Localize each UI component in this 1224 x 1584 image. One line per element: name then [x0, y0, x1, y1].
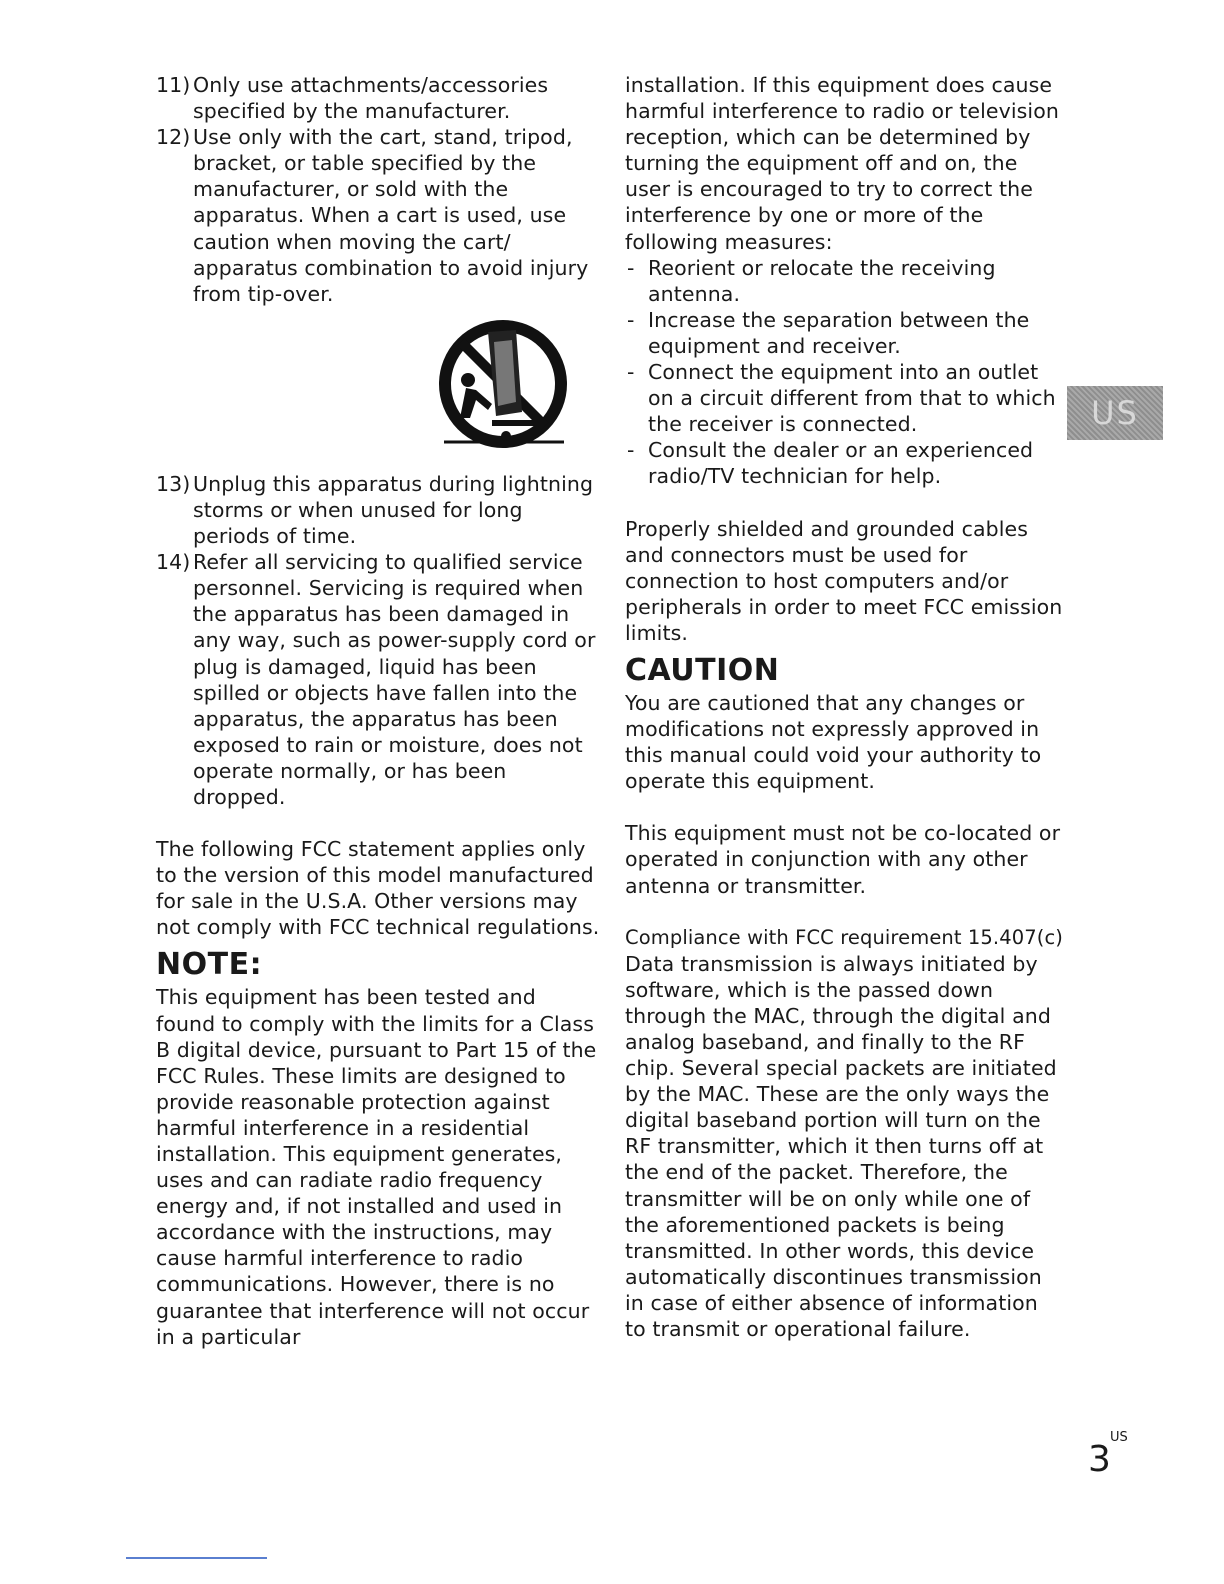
right-column — [625, 72, 1065, 1342]
caution-paragraph: You are cautioned that any changes or modifications not expressly approved in this manual could void your authority to operate this equipment. — [625, 690, 1042, 794]
dash-bullet: - — [627, 307, 635, 332]
list-number: 12) — [156, 125, 191, 150]
cart-warning-symbol — [156, 313, 601, 463]
list-text: Only use attachments/accessories specified by the manufacturer. — [193, 73, 549, 124]
measure-item — [625, 255, 1065, 307]
left-column — [156, 72, 601, 1350]
language-side-tab — [1067, 386, 1163, 440]
list-text: Use only with the cart, stand, tripod, bracket, or table specified by the manufacturer, or sold with the apparatus. When a cart is used, use caution when moving the cart/ apparatus combination to avoid injury from tip-over. — [193, 125, 589, 306]
note-heading: NOTE: — [156, 947, 263, 983]
measure-text: Consult the dealer or an experienced radio/TV technician for help. — [648, 438, 1034, 489]
measure-item — [625, 307, 1065, 359]
dash-bullet: - — [627, 360, 635, 385]
list-number: 11) — [156, 73, 191, 97]
list-item-12 — [156, 124, 601, 307]
list-item-11 — [156, 72, 601, 124]
caution-heading: CAUTION — [625, 652, 780, 688]
list-item-14 — [156, 549, 601, 810]
compliance-title: Compliance with FCC requirement 15.407(c) — [625, 925, 1063, 949]
dash-bullet: - — [627, 438, 635, 463]
page-number-superscript: US — [1110, 1430, 1128, 1445]
dash-bullet: - — [627, 255, 635, 280]
compliance-paragraph: Data transmission is always initiated by software, which is the passed down through the MAC, through the digital and analog baseband, and finally to the RF chip. Several special packets are initiated by the MAC. These are the only ways the digital baseband portion will turn on the RF transmitter, which it then turns off at the end of the packet. Therefore, the transmitter will be on only while one of the aforementioned packets is being transmitted. In other words, this device automatically discontinues transmission in case of either absence of information to transmit or operational failure. — [625, 951, 1057, 1342]
list-number: 14) — [156, 550, 191, 575]
measure-item — [625, 437, 1065, 489]
cart-tip-over-warning-icon — [436, 320, 571, 455]
measure-text: Connect the equipment into an outlet on a circuit different from that to which the receiver is connected. — [648, 360, 1056, 437]
fcc-statement-paragraph: The following FCC statement applies only to the version of this model manufactured for sale in the U.S.A. Other versions may not comply with FCC technical regulations. — [156, 837, 600, 940]
footer-rule — [126, 1557, 267, 1559]
side-tab-label: US — [1091, 394, 1139, 432]
interference-intro-paragraph: installation. If this equipment does cause harmful interference to radio or television reception, which can be determined by turning the equipment off and on, the user is encouraged to try to correct the interference by one or more of the following measures: — [625, 73, 1059, 254]
list-text: Refer all servicing to qualified service personnel. Servicing is required when the apparatus has been damaged in any way, such as power-supply cord or plug is damaged, liquid has been spilled or objects have fallen into the apparatus, the apparatus has been exposed to rain or moisture, does not operate normally, or has been dropped. — [193, 550, 596, 809]
cables-paragraph: Properly shielded and grounded cables and connectors must be used for connection to host computers and/or peripherals in order to meet FCC emission limits. — [625, 516, 1063, 645]
page-number: 3 — [1088, 1439, 1111, 1480]
list-number: 13) — [156, 471, 191, 496]
measure-item — [625, 359, 1065, 437]
note-paragraph: This equipment has been tested and found to comply with the limits for a Class B digital device, pursuant to Part 15 of the FCC Rules. These limits are designed to provide reasonable protection against harmful interference in a residential installation. This equipment generates, uses and can radiate radio frequency energy and, if not installed and used in accordance with the instructions, may cause harmful interference to radio communications. However, there is no guarantee that interference will not occur in a particular — [156, 985, 597, 1349]
co-location-paragraph: This equipment must not be co-located or operated in conjunction with any other antenna or transmitter. — [625, 821, 1061, 898]
measure-text: Reorient or relocate the receiving antenna. — [648, 255, 996, 306]
measure-text: Increase the separation between the equipment and receiver. — [648, 307, 1030, 358]
list-text: Unplug this apparatus during lightning storms or when unused for long periods of time. — [193, 471, 594, 549]
list-item-13 — [156, 471, 601, 549]
